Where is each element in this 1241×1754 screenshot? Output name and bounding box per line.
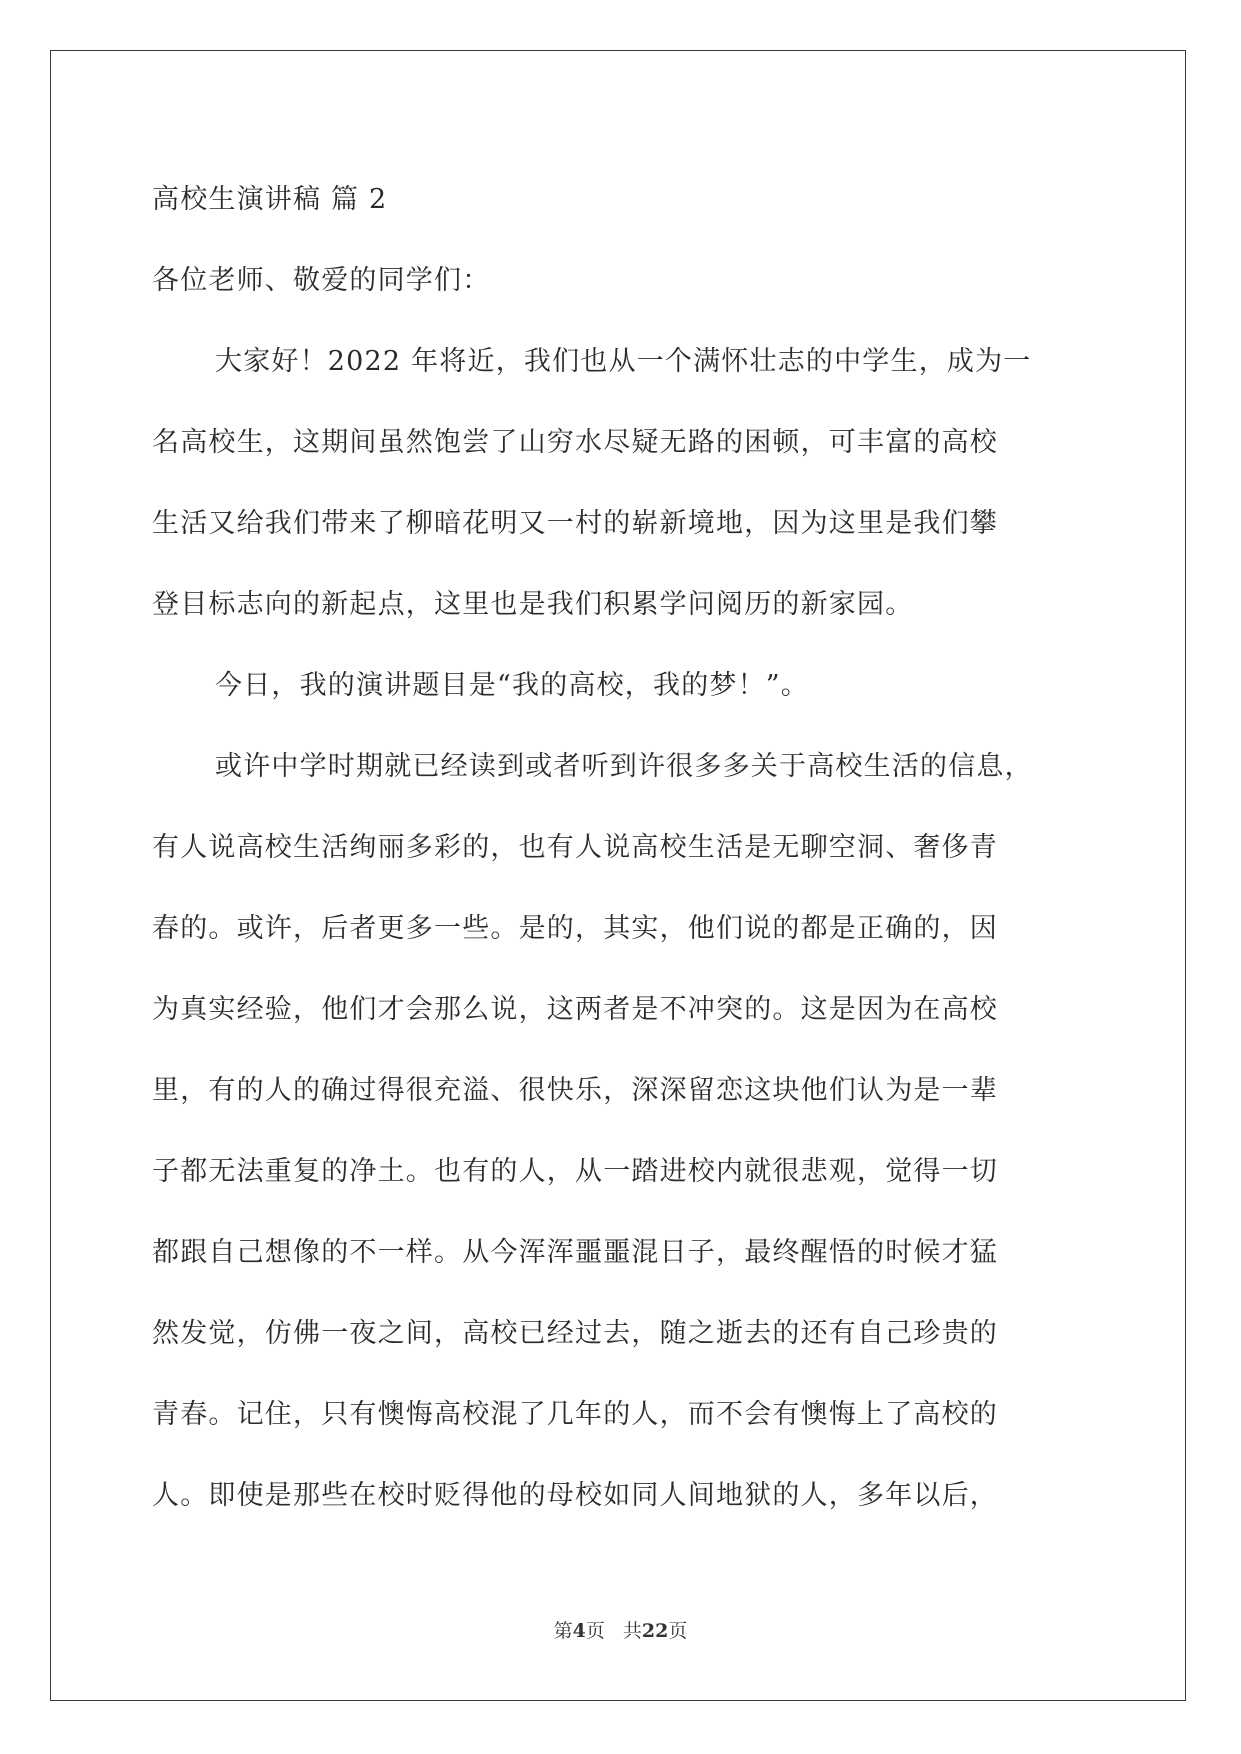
footer-total-suffix: 页 xyxy=(668,1620,688,1642)
paragraph-line: 春的。或许，后者更多一些。是的，其实，他们说的都是正确的，因 xyxy=(152,913,998,944)
salutation: 各位老师、敬爱的同学们： xyxy=(152,265,491,296)
document-title: 高校生演讲稿 篇 2 xyxy=(152,184,388,215)
paragraph-line: 名高校生，这期间虽然饱尝了山穷水尽疑无路的困顿，可丰富的高校 xyxy=(152,427,998,458)
paragraph-line: 子都无法重复的净土。也有的人，从一踏进校内就很悲观，觉得一切 xyxy=(152,1156,998,1187)
total-pages-number: 22 xyxy=(641,1620,669,1642)
current-page-number: 4 xyxy=(572,1620,586,1642)
paragraph-line: 然发觉，仿佛一夜之间，高校已经过去，随之逝去的还有自己珍贵的 xyxy=(152,1318,998,1349)
paragraph-line: 青春。记住，只有懊悔高校混了几年的人，而不会有懊悔上了高校的 xyxy=(152,1399,998,1430)
page-footer xyxy=(0,1616,1241,1643)
paragraph-line: 今日，我的演讲题目是“我的高校，我的梦！”。 xyxy=(215,670,810,701)
paragraph-line: 生活又给我们带来了柳暗花明又一村的崭新境地，因为这里是我们攀 xyxy=(152,508,998,539)
footer-prefix: 第 xyxy=(553,1620,573,1642)
paragraph-line: 都跟自己想像的不一样。从今浑浑噩噩混日子，最终醒悟的时候才猛 xyxy=(152,1237,998,1268)
paragraph-line: 大家好！2022 年将近，我们也从一个满怀壮志的中学生，成为一 xyxy=(215,346,1032,377)
paragraph-2 xyxy=(152,645,1092,726)
document-body xyxy=(152,159,1092,1536)
footer-total-prefix: 共 xyxy=(622,1620,642,1642)
paragraph-1 xyxy=(152,321,1092,645)
paragraph-line: 人。即使是那些在校时贬得他的母校如同人间地狱的人，多年以后， xyxy=(152,1480,998,1511)
footer-page-word: 页 xyxy=(585,1620,605,1642)
paragraph-line: 里，有的人的确过得很充溢、很快乐，深深留恋这块他们认为是一辈 xyxy=(152,1075,998,1106)
paragraph-line: 或许中学时期就已经读到或者听到许很多多关于高校生活的信息， xyxy=(215,751,1033,782)
paragraph-line: 登目标志向的新起点，这里也是我们积累学问阅历的新家园。 xyxy=(152,589,914,620)
paragraph-line: 为真实经验，他们才会那么说，这两者是不冲突的。这是因为在高校 xyxy=(152,994,998,1025)
paragraph-line: 有人说高校生活绚丽多彩的，也有人说高校生活是无聊空洞、奢侈青 xyxy=(152,832,998,863)
paragraph-3 xyxy=(152,726,1092,1536)
